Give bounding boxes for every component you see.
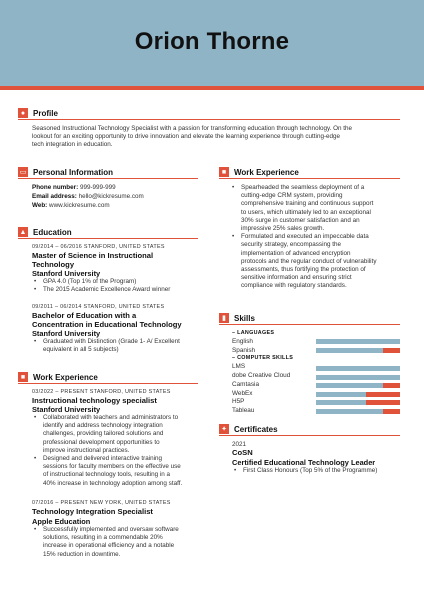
phone-row: Phone number: 999-999-999 — [32, 184, 116, 191]
job-meta: 03/2022 – PRESENT STANFORD, UNITED STATES — [32, 389, 171, 395]
bar-chart-icon: ▮ — [219, 313, 229, 323]
education-bullets — [32, 278, 202, 294]
skill-level-bar — [316, 383, 400, 388]
education-bullets — [32, 338, 207, 354]
certificate-bullets — [232, 467, 412, 475]
job-bullets — [32, 526, 207, 559]
education-meta: 09/2014 – 06/2016 STANFORD, UNITED STATES — [32, 244, 165, 250]
list-item: • GPA 4.0 (Top 1% of the Program) — [32, 278, 202, 286]
email-value: hello@kickresume.com — [78, 193, 144, 200]
list-item: • Spearheaded the seamless deployment of a cutting-edge CRM system, providing comprehensive training and continuous support to users, which ultimately led to an exceptional 30% surge in customer satisfaction and an impressive 25% sales growth. — [230, 184, 410, 233]
section-divider — [18, 383, 198, 384]
skill-name: Camtasia — [232, 381, 259, 388]
skill-level-bar — [316, 400, 400, 405]
education-school: Stanford University — [32, 329, 101, 338]
section-work-continued-title: ■ Work Experience — [219, 166, 299, 178]
profile-summary: Seasoned Instructional Technology Specialist with a passion for transforming education through technology. On the lookout for an exciting opportunity to drive innovation and elevate the learning experience through cutting-edge tech integration in education. — [32, 125, 353, 149]
section-divider — [18, 119, 400, 120]
certificate-year: 2021 — [232, 441, 247, 448]
section-divider — [219, 178, 400, 179]
phone-value: 999-999-999 — [79, 184, 116, 191]
job-company: Apple Education — [32, 517, 91, 526]
certificate-issuer: CoSN — [232, 448, 253, 457]
job-meta: 07/2016 – PRESENT NEW YORK, UNITED STATES — [32, 500, 171, 506]
section-profile-title: ● Profile — [18, 107, 58, 119]
list-item: • Collaborated with teachers and administrators to identify and address technology integration challenges, providing tailored solutions and professional development opportunities to improve instructional practices. — [32, 414, 207, 455]
section-personal-title: ▭ Personal Information — [19, 167, 114, 177]
job-title: Instructional technology specialist — [32, 396, 157, 405]
section-work-title: ■ Work Experience — [18, 371, 98, 383]
briefcase-icon: ■ — [18, 372, 28, 382]
certificate-name: Certified Educational Technology Leader — [232, 458, 376, 467]
list-item: • Successfully implemented and oversaw software solutions, resulting in a commendable 20% increase in operational efficiency and a notable 15% reduction in downtime. — [32, 526, 207, 559]
briefcase-icon: ■ — [219, 167, 229, 177]
skill-level-bar — [316, 409, 400, 414]
job-bullets — [230, 184, 410, 291]
skill-level-bar — [316, 392, 400, 397]
section-divider — [18, 238, 198, 239]
list-item: • Formulated and executed an impeccable data security strategy, encompassing the implementation of advanced encryption protocols and the regular conduct of vulnerability assessments, thus fortifying the protection of sensitive information and ensuring strict compliance with regulatory standards. — [230, 233, 410, 290]
candidate-name: Orion Thorne — [134, 28, 290, 55]
list-item: • The 2015 Academic Excellence Award winner — [32, 286, 202, 294]
skills-languages-label: – LANGUAGES — [232, 330, 275, 336]
skills-computer-label: – COMPUTER SKILLS — [232, 355, 294, 361]
skill-name: WebEx — [232, 390, 253, 397]
section-divider — [219, 324, 400, 325]
section-skills-title: ▮ Skills — [219, 312, 255, 324]
skill-level-bar — [316, 366, 400, 371]
web-value: www.kickresume.com — [49, 202, 110, 209]
skill-level-bar — [316, 339, 400, 344]
skill-level-bar — [316, 348, 400, 353]
skill-name: English — [232, 338, 253, 345]
list-item: • Designed and delivered interactive training sessions for faculty members on the effective use of instructional technology tools, resulting in a 40% increase in technology adoption among staff. — [32, 455, 207, 488]
web-row: Web: www.kickresume.com — [32, 202, 110, 209]
person-icon: ● — [18, 108, 28, 118]
skill-name: Spanish — [232, 347, 256, 354]
list-item: • First Class Honours (Top 5% of the Programme) — [232, 467, 412, 475]
section-education-title: ▲ Education — [19, 227, 72, 237]
header-accent-stripe — [0, 86, 424, 90]
id-card-icon: ▭ — [19, 168, 27, 176]
certificate-icon: ✦ — [219, 424, 229, 434]
job-bullets — [32, 414, 207, 488]
email-row: Email address: hello@kickresume.com — [32, 193, 144, 200]
skill-name: LMS — [232, 363, 246, 370]
education-degree: Bachelor of Education with a Concentration in Educational Technology — [32, 311, 182, 329]
job-title: Technology Integration Specialist — [32, 507, 153, 516]
skill-level-bar — [316, 375, 400, 380]
section-divider — [219, 435, 400, 436]
skill-name: H5P — [232, 398, 245, 405]
education-school: Stanford University — [32, 269, 101, 278]
section-divider — [18, 178, 198, 179]
job-company: Stanford University — [32, 405, 101, 414]
education-degree: Master of Science in Instructional Technology — [32, 251, 154, 269]
education-meta: 09/2011 – 06/2014 STANFORD, UNITED STATES — [32, 304, 165, 310]
skill-name: dobe Creative Cloud — [232, 372, 291, 379]
section-certificates-title: ✦ Certificates — [219, 423, 278, 435]
graduation-cap-icon: ▲ — [19, 228, 27, 236]
list-item: • Graduated with Distinction (Grade 1- A/ Excellent equivalent in all 5 subjects) — [32, 338, 207, 354]
skill-name: Tableau — [232, 407, 255, 414]
